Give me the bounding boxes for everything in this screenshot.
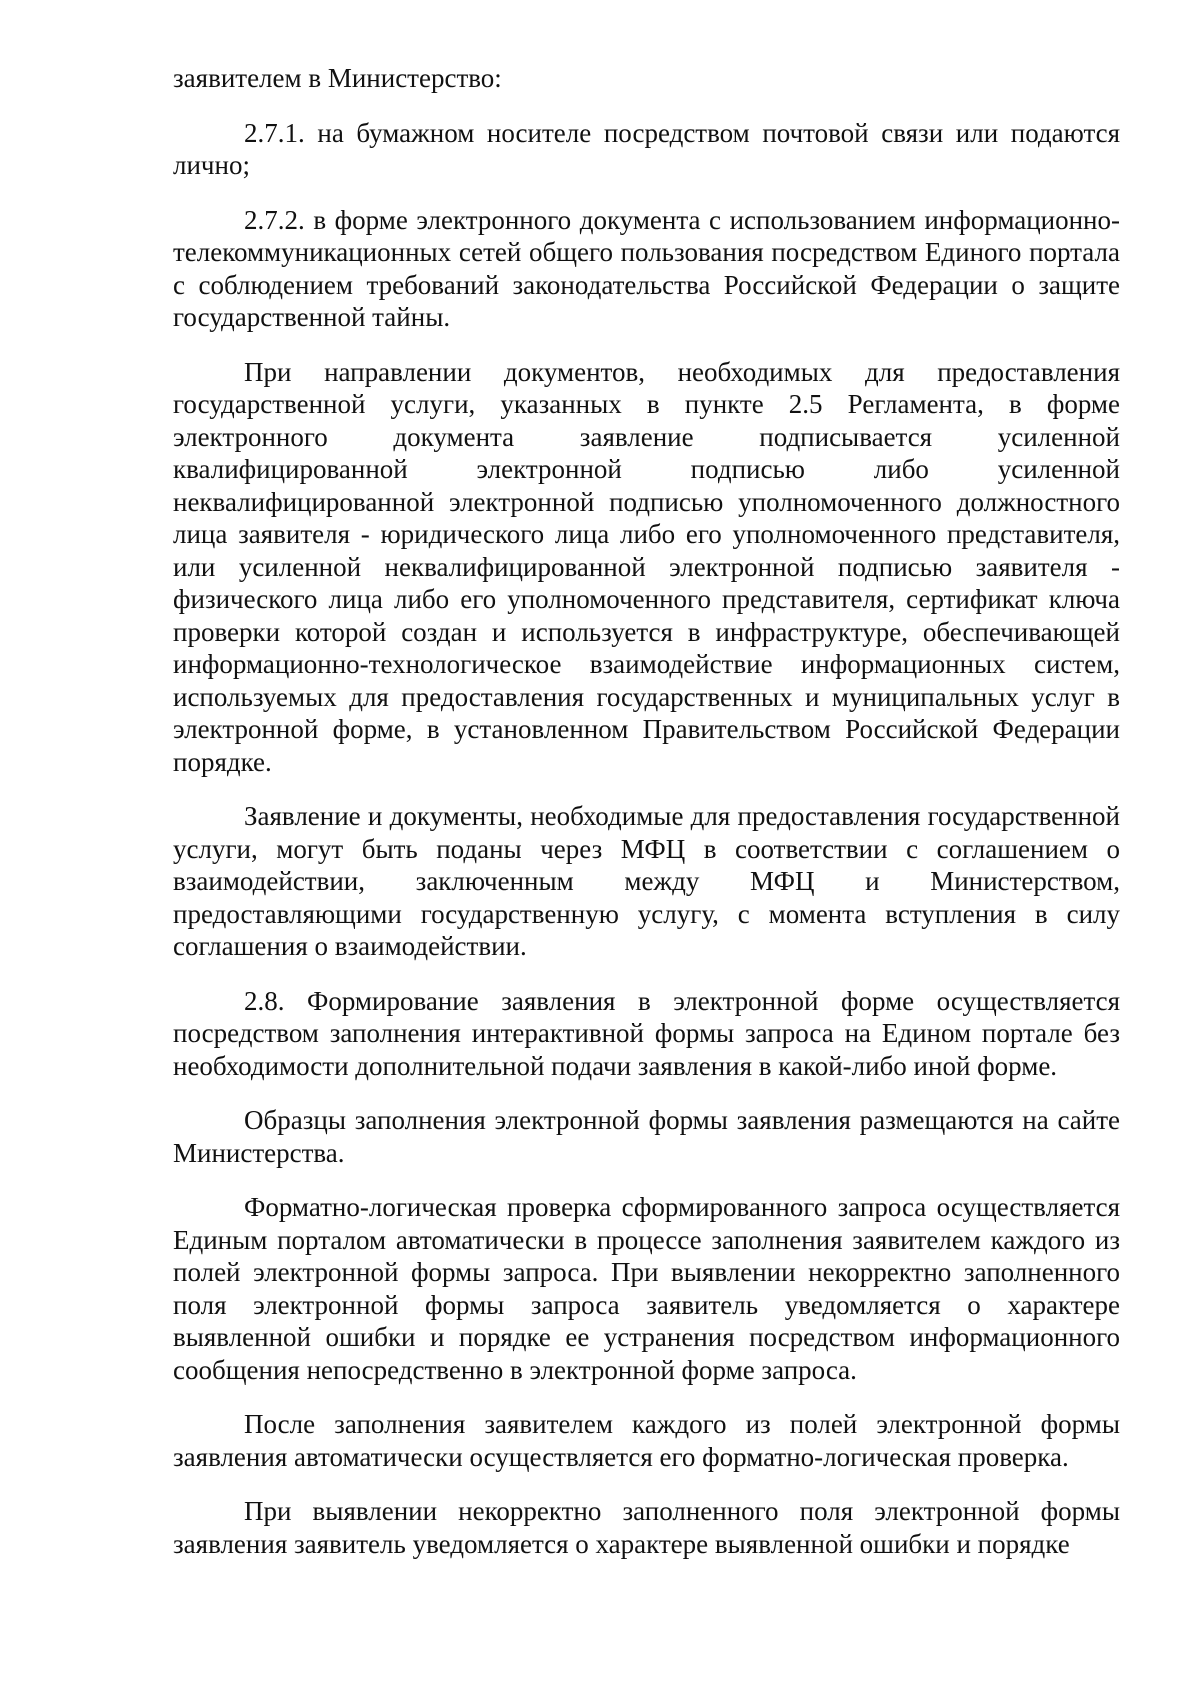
paragraph-continuation: заявителем в Министерство:	[173, 63, 502, 93]
document-page	[173, 62, 1120, 1582]
paragraph-2-8: 2.8. Формирование заявления в электронной форме осуществляется посредством заполнения интерактивной формы запроса на Едином портале без необходимости дополнительной подачи заявления в какой-либо иной форме.	[173, 985, 1120, 1081]
paragraph-incorrect-field: При выявлении некорректно заполненного поля электронной формы заявления заявитель уведомляется о характере выявленной ошибки и порядке	[173, 1496, 1120, 1559]
paragraph-format-check: Форматно-логическая проверка сформированного запроса осуществляется Единым порталом автоматически в процессе заполнения заявителем каждого из полей электронной формы запроса. При выявлении некорректно заполненного поля электронной формы запроса заявитель уведомляется о характере выявленной ошибки и порядке ее устранения посредством информационного сообщения непосредственно в электронной форме запроса.	[173, 1192, 1120, 1385]
paragraph-electronic-signature: При направлении документов, необходимых для предоставления государственной услуги, указанных в пункте 2.5 Регламента, в форме электронного документа заявление подписывается усиленной квалифицированной электронной подписью либо усиленной неквалифицированной электронной подписью уполномоченного должностного лица заявителя - юридического лица либо его уполномоченного представителя, или усиленной неквалифицированной электронной подписью заявителя - физического лица либо его уполномоченного представителя, сертификат ключа проверки которой создан и используется в инфраструктуре, обеспечивающей информационно-технологическое взаимодействие информационных систем, используемых для предоставления государственных и муниципальных услуг в электронной форме, в установленном Правительством Российской Федерации порядке.	[173, 356, 1120, 777]
paragraph-2-7-1: 2.7.1. на бумажном носителе посредством почтовой связи или подаются лично;	[173, 117, 1120, 180]
paragraph-form-samples: Образцы заполнения электронной формы заявления размещаются на сайте Министерства.	[173, 1105, 1120, 1168]
paragraph-after-filling: После заполнения заявителем каждого из полей электронной формы заявления автоматически осуществляется его форматно-логическая проверка.	[173, 1409, 1120, 1472]
paragraph-mfc-submission: Заявление и документы, необходимые для предоставления государственной услуги, могут быть поданы через МФЦ в соответствии с соглашением о взаимодействии, заключенным между МФЦ и Министерством, предоставляющими государственную услугу, с момента вступления в силу соглашения о взаимодействии.	[173, 801, 1120, 961]
paragraph-2-7-2: 2.7.2. в форме электронного документа с использованием информационно-телекоммуникационных сетей общего пользования посредством Единого портала с соблюдением требований законодательства Российской Федерации о защите государственной тайны.	[173, 204, 1120, 332]
